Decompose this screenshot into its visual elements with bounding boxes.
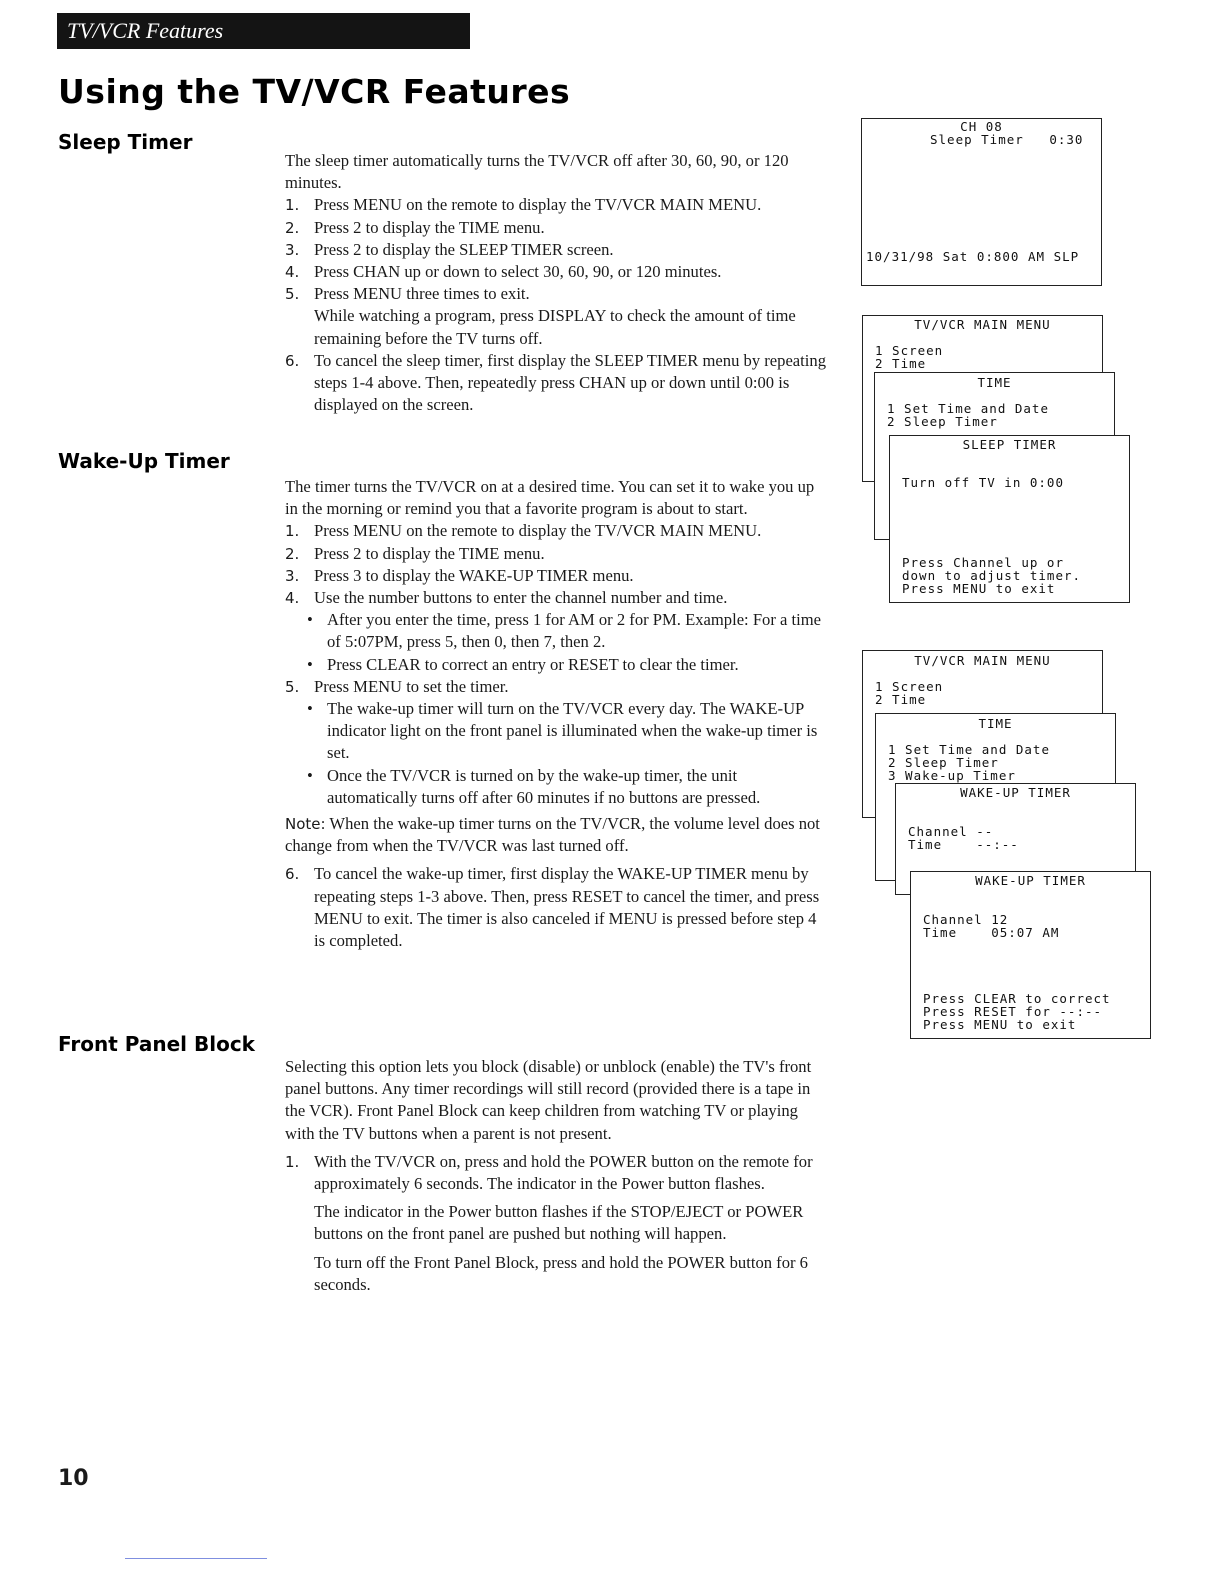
step-item	[285, 587, 830, 676]
help-text: Press MENU to exit	[902, 581, 1056, 596]
step-item	[285, 1151, 830, 1296]
step-item	[285, 261, 830, 283]
menu-item-sleep-timer: 2 Sleep Timer	[888, 755, 999, 770]
menu-item-time: 2 Time	[875, 356, 927, 371]
step-text: Press 2 to display the TIME menu.	[314, 217, 545, 237]
step5-bullets	[285, 698, 830, 809]
section-tab-label: TV/VCR Features	[67, 18, 224, 43]
step-text: To cancel the wake-up timer, first display the WAKE-UP TIMER menu by repeating steps 1-3 above. Then, press RESET to cancel the timer, and press MENU to exit. The timer is also canceled if MENU is pressed before step 4 is completed.	[314, 864, 820, 951]
step-text: Press MENU on the remote to display the TV/VCR MAIN MENU.	[314, 195, 762, 215]
page-number: 10	[58, 1466, 89, 1491]
menu-item-screen: 1 Screen	[875, 343, 944, 358]
step-number: 1.	[285, 522, 300, 541]
menu-item-set-time: 1 Set Time and Date	[888, 742, 1050, 757]
menu-title: TIME	[978, 716, 1013, 731]
step-number: 4.	[285, 263, 300, 282]
step-number: 5.	[285, 677, 300, 696]
front-panel-para: The indicator in the Power button flashes if the STOP/EJECT or POWER buttons on the front panel are pushed but nothing will happen.	[314, 1202, 804, 1244]
bullet-item: • The wake-up timer will turn on the TV/VCR every day. The WAKE-UP indicator light on the front panel is illuminated when the wake-up timer is set.	[307, 698, 830, 765]
menu-item-set-time: 1 Set Time and Date	[887, 401, 1049, 416]
sleep-readout: Sleep Timer 0:30	[930, 132, 1084, 147]
menu-title: TV/VCR MAIN MENU	[914, 653, 1051, 668]
channel-readout: CH 08	[960, 119, 1003, 134]
menu-title: TIME	[977, 375, 1012, 390]
step-number: 1.	[285, 196, 300, 215]
wake-up-timer-intro: The timer turns the TV/VCR on at a desired time. You can set it to wake you up in the morning or remind you that a favorite program is about to start.	[285, 477, 815, 519]
step-number: 3.	[285, 240, 300, 259]
help-text: Press Channel up or	[902, 555, 1064, 570]
step-extra: While watching a program, press DISPLAY to check the amount of time remaining before the TV turns off.	[314, 306, 796, 348]
sleep-timer-screen	[889, 435, 1130, 603]
step-item	[285, 239, 830, 261]
step-text: Press CHAN up or down to select 30, 60, 90, or 120 minutes.	[314, 262, 722, 282]
menu-title: TV/VCR MAIN MENU	[914, 317, 1051, 332]
step4-bullets	[285, 609, 830, 676]
step-text: Use the number buttons to enter the channel number and time.	[314, 588, 728, 608]
sleep-timer-heading: Sleep Timer	[58, 130, 193, 154]
time-field: Time --:--	[908, 837, 1019, 852]
wake-up-timer-set-screen	[910, 871, 1151, 1039]
front-panel-block-intro: Selecting this option lets you block (disable) or unblock (enable) the TV's front panel buttons. Any timer recordings will still record (provided there is a tape in the VCR). Front Panel Block can keep children from watching TV or playing with the TV buttons when a parent is not present.	[285, 1057, 812, 1143]
menu-item-sleep-timer: 2 Sleep Timer	[887, 414, 998, 429]
step-number: 1.	[285, 1152, 300, 1171]
step-number: 6.	[285, 865, 300, 884]
menu-title: WAKE-UP TIMER	[960, 785, 1071, 800]
help-text: Press MENU to exit	[923, 1017, 1077, 1032]
footer-line	[125, 1558, 267, 1559]
step-item	[285, 283, 830, 350]
sleep-timer-intro: The sleep timer automatically turns the TV/VCR off after 30, 60, 90, or 120 minutes.	[285, 151, 789, 193]
help-text: Press RESET for --:--	[923, 1004, 1103, 1019]
step-number: 5.	[285, 285, 300, 304]
help-text: Press CLEAR to correct	[923, 991, 1111, 1006]
help-text: down to adjust timer.	[902, 568, 1082, 583]
wake-up-timer-heading: Wake-Up Timer	[58, 449, 230, 473]
bullet-item: • Press CLEAR to correct an entry or RESET to clear the timer.	[307, 654, 830, 676]
bullet-item: • After you enter the time, press 1 for AM or 2 for PM. Example: For a time of 5:07PM, press 5, then 0, then 7, then 2.	[307, 609, 830, 653]
step-text: With the TV/VCR on, press and hold the POWER button on the remote for approximately 6 seconds. The indicator in the Power button flashes.	[314, 1151, 813, 1194]
step-text: To cancel the sleep timer, first display the SLEEP TIMER menu by repeating steps 1-4 above. Then, repeatedly press CHAN up or down until 0:00 is displayed on the screen.	[314, 350, 826, 415]
status-screen	[861, 118, 1102, 286]
section-header-bar	[57, 13, 470, 49]
menu-item-screen: 1 Screen	[875, 679, 944, 694]
menu-title: WAKE-UP TIMER	[975, 873, 1086, 888]
step-item	[285, 520, 830, 542]
step-item	[285, 676, 830, 809]
menu-title: SLEEP TIMER	[962, 437, 1057, 452]
step-item	[285, 863, 830, 952]
step-text: Press 3 to display the WAKE-UP TIMER menu.	[314, 565, 634, 585]
date-time-readout: 10/31/98 Sat 0:800 AM SLP	[866, 249, 1080, 264]
step-text: Press MENU three times to exit.	[314, 284, 530, 304]
channel-field: Channel --	[908, 824, 994, 839]
step-text: Press 2 to display the SLEEP TIMER screen.	[314, 239, 614, 259]
step-number: 6.	[285, 351, 300, 370]
front-panel-block-heading: Front Panel Block	[58, 1032, 255, 1056]
front-panel-block-steps	[285, 1151, 830, 1296]
step-text: Press MENU on the remote to display the TV/VCR MAIN MENU.	[314, 521, 762, 541]
step-number: 4.	[285, 589, 300, 608]
step-number: 2.	[285, 218, 300, 237]
front-panel-block-section	[285, 1056, 830, 1296]
menu-item-time: 2 Time	[875, 692, 927, 707]
wake-up-note	[285, 813, 830, 857]
step-text: Press 2 to display the TIME menu.	[314, 543, 545, 563]
step-number: 2.	[285, 544, 300, 563]
page-title: Using the TV/VCR Features	[58, 72, 571, 111]
note-text: When the wake-up timer turns on the TV/VCR, the volume level does not change from when the TV/VCR was last turned off.	[285, 814, 820, 856]
note-label: Note:	[285, 815, 326, 834]
step-item	[285, 565, 830, 587]
sleep-timer-section	[285, 150, 830, 416]
time-field: Time 05:07 AM	[923, 925, 1060, 940]
wake-up-cancel-step	[285, 863, 830, 952]
sleep-timer-steps	[285, 194, 830, 416]
step-item	[285, 217, 830, 239]
channel-field: Channel 12	[923, 912, 1009, 927]
wake-up-timer-steps	[285, 520, 830, 809]
menu-item-wake-up-timer: 3 Wake-up Timer	[888, 768, 1016, 783]
sleep-timer-value: Turn off TV in 0:00	[902, 475, 1064, 490]
step-item	[285, 543, 830, 565]
step-text: Press MENU to set the timer.	[314, 676, 509, 696]
bullet-item: • Once the TV/VCR is turned on by the wake-up timer, the unit automatically turns off after 60 minutes if no buttons are pressed.	[307, 765, 830, 809]
step-item	[285, 194, 830, 216]
step-item	[285, 350, 830, 417]
wake-up-timer-section	[285, 476, 830, 952]
step-number: 3.	[285, 566, 300, 585]
front-panel-para: To turn off the Front Panel Block, press and hold the POWER button for 6 seconds.	[314, 1252, 808, 1294]
